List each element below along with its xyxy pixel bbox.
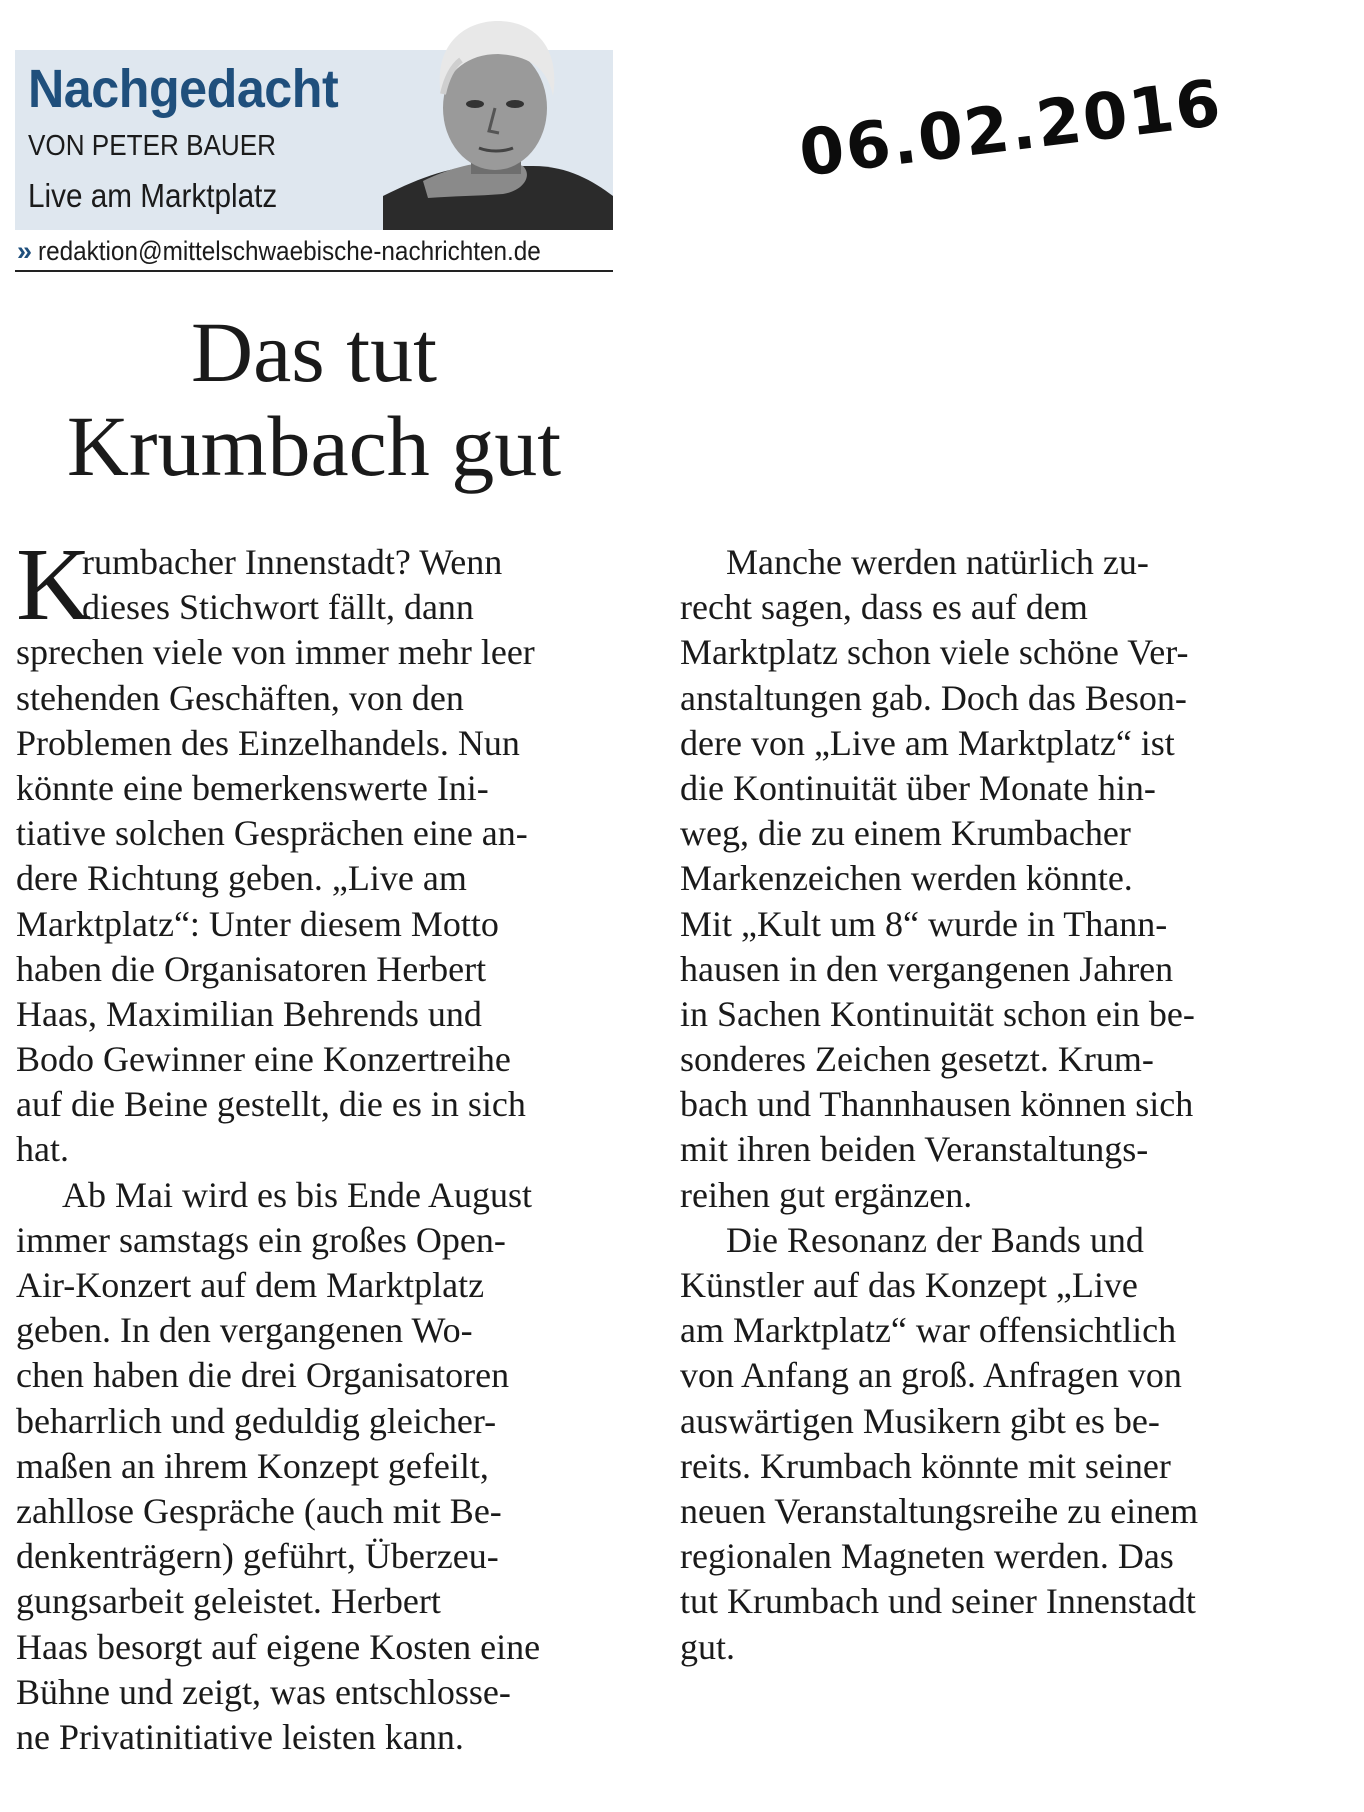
text-line: könnte eine bemerkenswerte Ini-: [16, 767, 489, 808]
text-line: geben. In den vergangenen Wo-: [16, 1310, 473, 1351]
text-line: zahllose Gespräche (auch mit Be-: [16, 1490, 502, 1531]
text-line: Bühne und zeigt, was entschlosse-: [16, 1671, 511, 1712]
contact-email-line: [15, 232, 613, 272]
stamp-date: 06.02.2016: [795, 66, 1227, 192]
text-line: Markenzeichen werden könnte.: [680, 858, 1133, 899]
column-title: Nachgedacht: [28, 59, 339, 119]
text-line: von Anfang an groß. Anfragen von: [680, 1355, 1182, 1396]
drop-cap: K: [16, 527, 92, 642]
text-line: auswärtigen Musikern gibt es be-: [680, 1400, 1160, 1441]
text-line: Bodo Gewinner eine Konzertreihe: [16, 1039, 511, 1080]
text-line: bach und Thannhausen können sich: [680, 1084, 1194, 1125]
text-line: Manche werden natürlich zu-: [726, 542, 1149, 582]
text-line: gungsarbeit geleistet. Herbert: [16, 1581, 441, 1622]
text-line: Air-Konzert auf dem Marktplatz: [16, 1265, 485, 1305]
text-line: die Kontinuität über Monate hin-: [680, 767, 1156, 808]
text-line: gut.: [680, 1626, 736, 1667]
text-line: rumbacher Innenstadt? Wenn: [82, 542, 503, 582]
text-line: immer samstags ein großes Open-: [16, 1219, 506, 1260]
column-author: VON PETER BAUER: [28, 130, 277, 162]
text-line: in Sachen Kontinuität schon ein be-: [680, 993, 1195, 1034]
text-line: weg, die zu einem Krumbacher: [680, 813, 1131, 854]
article-column-right: [680, 540, 1280, 1670]
author-portrait: [383, 16, 613, 230]
text-line: regionalen Magneten werden. Das: [680, 1536, 1174, 1577]
text-line: ne Privatinitiative leisten kann.: [16, 1716, 464, 1757]
text-line: tiative solchen Gesprächen eine an-: [16, 813, 528, 854]
text-line: chen haben die drei Organisatoren: [16, 1355, 510, 1396]
headline-line-2: Krumbach gut: [66, 398, 562, 494]
text-line: sonderes Zeichen gesetzt. Krum-: [680, 1039, 1154, 1080]
text-line: haben die Organisatoren Herbert: [16, 948, 487, 989]
text-line: dere Richtung geben. „Live am: [16, 858, 467, 899]
text-line: Marktplatz schon viele schöne Ver-: [680, 632, 1189, 673]
text-line: hat.: [16, 1129, 69, 1170]
text-line: beharrlich und geduldig gleicher-: [16, 1400, 497, 1441]
headline-line-1: Das tut: [190, 304, 438, 400]
text-line: tut Krumbach und seiner Innenstadt: [680, 1581, 1196, 1622]
text-line: stehenden Geschäften, von den: [16, 677, 464, 718]
text-line: reits. Krumbach könnte mit seiner: [680, 1445, 1171, 1486]
chevron-right-icon: »: [17, 236, 33, 266]
text-line: Ab Mai wird es bis Ende August: [62, 1174, 532, 1215]
text-line: denkenträgern) geführt, Überzeu-: [16, 1536, 499, 1577]
text-line: maßen an ihrem Konzept gefeilt,: [16, 1445, 489, 1486]
text-line: anstaltungen gab. Doch das Beson-: [680, 677, 1187, 718]
text-line: Die Resonanz der Bands und: [726, 1219, 1144, 1260]
text-line: Haas, Maximilian Behrends und: [16, 993, 482, 1034]
text-line: Mit „Kult um 8“ wurde in Thann-: [680, 903, 1168, 944]
text-line: Künstler auf das Konzept „Live: [680, 1265, 1138, 1305]
text-line: mit ihren beiden Veranstaltungs-: [680, 1129, 1149, 1170]
column-header-box: [15, 50, 613, 230]
text-line: recht sagen, dass es auf dem: [680, 587, 1088, 628]
contact-email[interactable]: redaktion@mittelschwaebische-nachrichten.de: [38, 236, 541, 266]
text-line: am Marktplatz“ war offensichtlich: [680, 1310, 1177, 1351]
text-line: sprechen viele von immer mehr leer: [16, 632, 535, 673]
text-line: dere von „Live am Marktplatz“ ist: [680, 722, 1175, 763]
text-line: Problemen des Einzelhandels. Nun: [16, 722, 520, 763]
article-headline: [15, 305, 613, 493]
column-series-name: Live am Marktplatz: [28, 177, 278, 214]
text-line: Haas besorgt auf eigene Kosten eine: [16, 1626, 541, 1667]
article-column-left: [16, 527, 616, 1760]
text-line: hausen in den vergangenen Jahren: [680, 948, 1174, 989]
text-line: dieses Stichwort fällt, dann: [82, 587, 474, 628]
text-line: Marktplatz“: Unter diesem Motto: [16, 903, 499, 944]
text-line: neuen Veranstaltungsreihe zu einem: [680, 1490, 1199, 1531]
text-line: reihen gut ergänzen.: [680, 1174, 973, 1215]
text-line: auf die Beine gestellt, die es in sich: [16, 1084, 526, 1125]
